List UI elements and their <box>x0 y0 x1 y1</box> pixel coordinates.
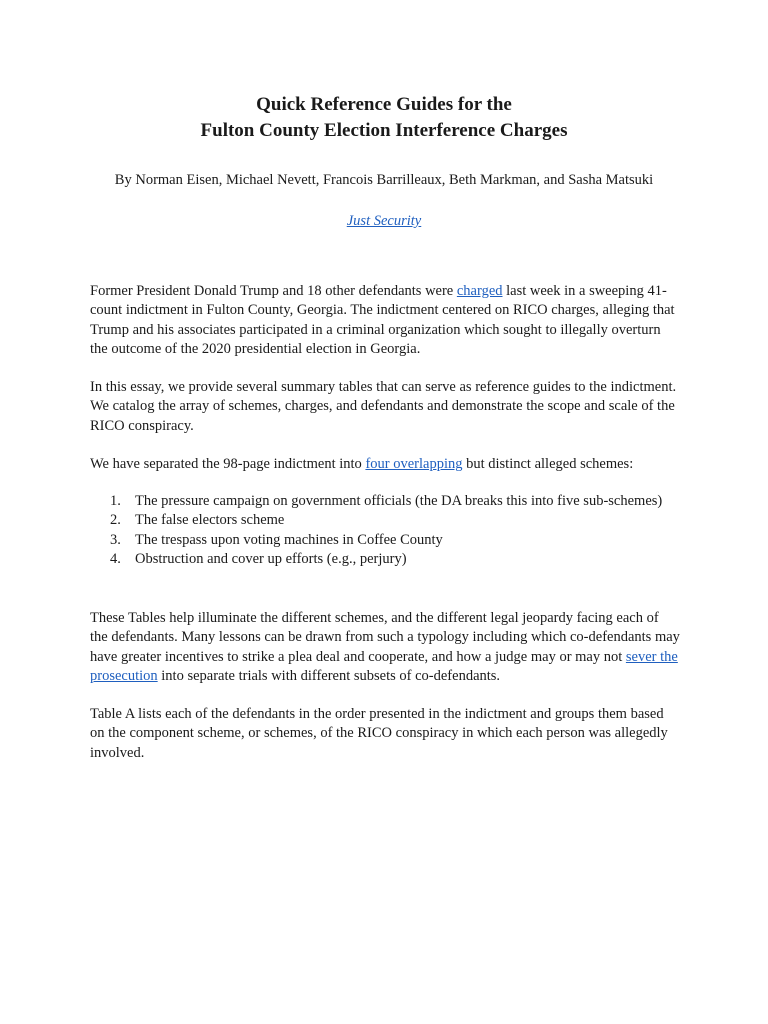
paragraph-tables-purpose <box>90 609 680 686</box>
list-item <box>90 511 680 530</box>
four-overlapping-link[interactable]: four overlapping <box>365 456 463 472</box>
paragraph-schemes-text-before: We have separated the 98-page indictment into <box>90 456 366 472</box>
list-item-text: The pressure campaign on government officials (the DA breaks this into five sub-schemes) <box>135 493 663 509</box>
list-item <box>90 531 680 550</box>
list-item-number: 4. <box>110 550 121 567</box>
list-item <box>90 550 680 569</box>
paragraph-schemes-intro <box>90 455 680 474</box>
document-title-line-1: Quick Reference Guides for the <box>256 94 512 115</box>
paragraph-tables-text-before: These Tables help illuminate the different schemes, and the different legal jeopardy facing each of the defendants. Many lessons can be drawn from such a typology including which co-defendants may have greater incentives to strike a plea deal and cooperate, and how a judge may or may not <box>90 610 680 665</box>
schemes-list <box>90 492 680 569</box>
paragraph-essay-purpose: In this essay, we provide several summary tables that can serve as reference guides to the indictment. We catalog the array of schemes, charges, and defendants and demonstrate the scope and scale of the RICO conspiracy. <box>90 379 677 434</box>
list-item-text: The trespass upon voting machines in Coffee County <box>135 531 443 548</box>
paragraph-table-a: Table A lists each of the defendants in the order presented in the indictment and groups them based on the component scheme, or schemes, of the RICO conspiracy in which each person was allegedly involved. <box>90 706 668 761</box>
paragraph-intro <box>90 282 680 359</box>
paragraph-schemes-text-after: but distinct alleged schemes: <box>462 456 634 472</box>
charged-link[interactable]: charged <box>456 283 503 299</box>
list-item-number: 2. <box>110 512 121 529</box>
document-title-line-2: Fulton County Election Interference Charges <box>200 120 568 141</box>
list-item-text: Obstruction and cover up efforts (e.g., perjury) <box>135 550 407 567</box>
paragraph-intro-text-after: last week in a sweeping 41-count indictment in Fulton County, Georgia. The indictment centered on RICO charges, alleging that Trump and his associates participated in a criminal organization which sought to illegally overturn the outcome of the 2020 presidential election in Georgia. <box>90 283 675 357</box>
list-item <box>90 492 680 511</box>
list-item-number: 1. <box>110 493 121 509</box>
just-security-link[interactable]: Just Security <box>346 213 422 229</box>
list-item-text: The false electors scheme <box>135 512 285 529</box>
paragraph-tables-text-after: into separate trials with different subsets of co-defendants. <box>157 667 501 684</box>
paragraph-intro-text-before: Former President Donald Trump and 18 other defendants were <box>90 283 457 299</box>
sever-the-prosecution-link[interactable]: sever the prosecution <box>90 648 678 684</box>
author-byline: By Norman Eisen, Michael Nevett, Francois Barrilleaux, Beth Markman, and Sasha Matsuki <box>114 172 654 188</box>
source-line <box>0 211 768 231</box>
list-item-number: 3. <box>110 531 121 548</box>
